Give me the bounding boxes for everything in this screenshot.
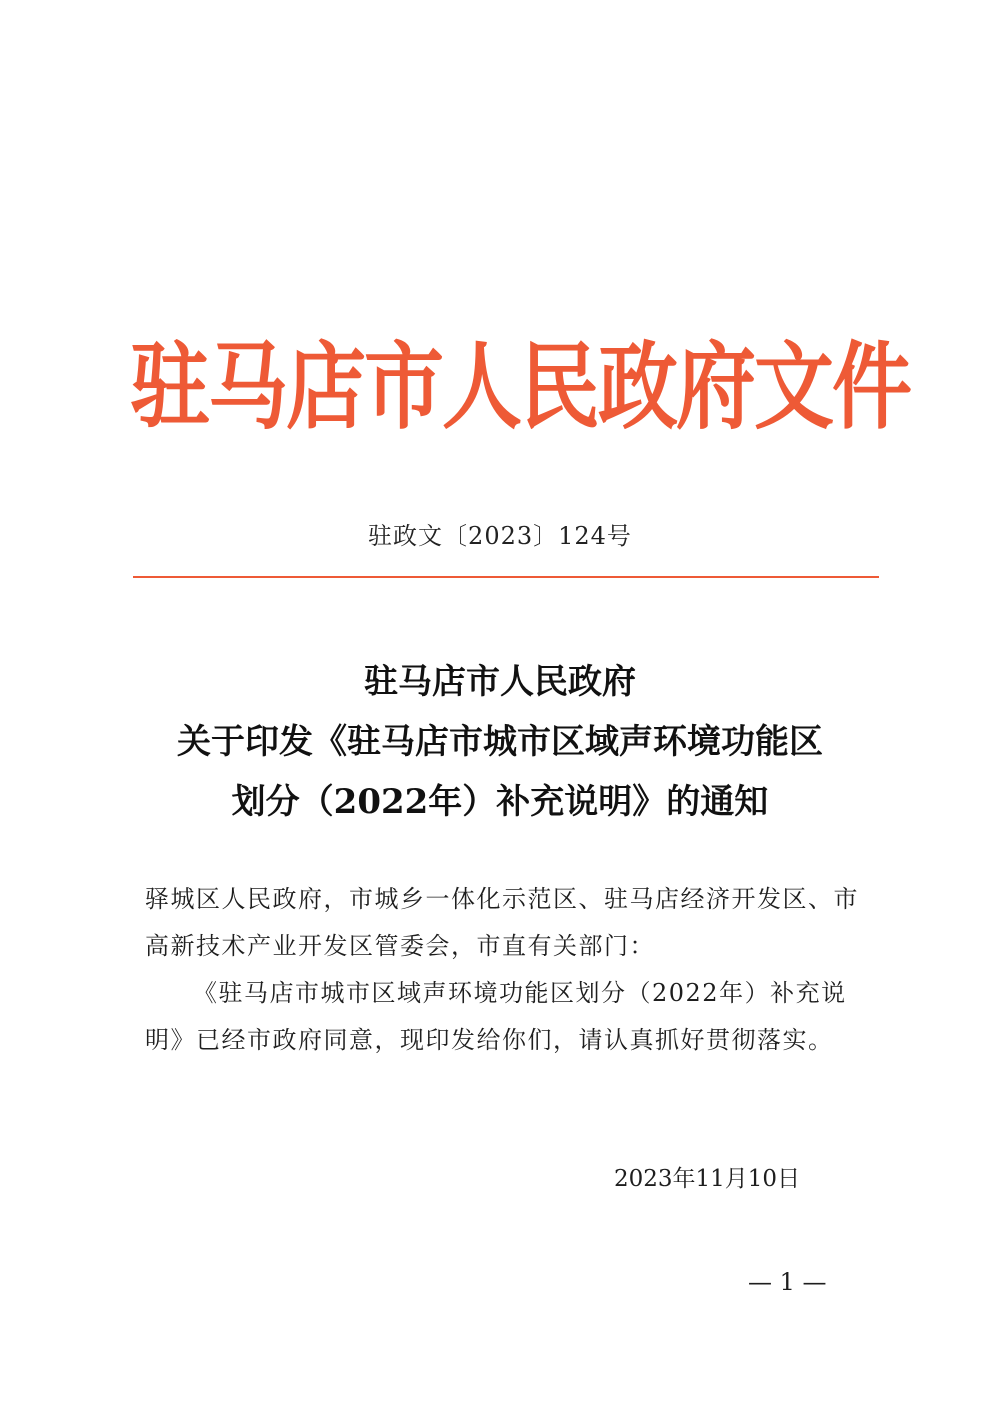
document-body <box>145 876 885 1064</box>
addressee-line-2: 高新技术产业开发区管委会，市直有关部门： <box>145 932 655 960</box>
body-paragraph: 《驻马店市城市区域声环境功能区划分（2022年）补充说明》已经市政府同意，现印发给你们，请认真抓好贯彻落实。 <box>145 979 847 1054</box>
title-line-2: 关于印发《驻马店市城市区域声环境功能区 <box>177 722 823 762</box>
masthead-title: 驻马店市人民政府文件 <box>130 331 910 443</box>
red-separator-line <box>133 576 879 578</box>
title-line-3: 划分（2022年）补充说明》的通知 <box>231 782 769 822</box>
page-number: — 1 — <box>748 1268 827 1296</box>
addressee-line-1: 驿城区人民政府，市城乡一体化示范区、驻马店经济开发区、市 <box>145 885 859 913</box>
document-title <box>0 652 1000 832</box>
issue-date: 2023年11月10日 <box>614 1166 801 1192</box>
document-number: 驻政文〔2023〕124号 <box>368 522 632 550</box>
title-line-1: 驻马店市人民政府 <box>364 662 636 702</box>
